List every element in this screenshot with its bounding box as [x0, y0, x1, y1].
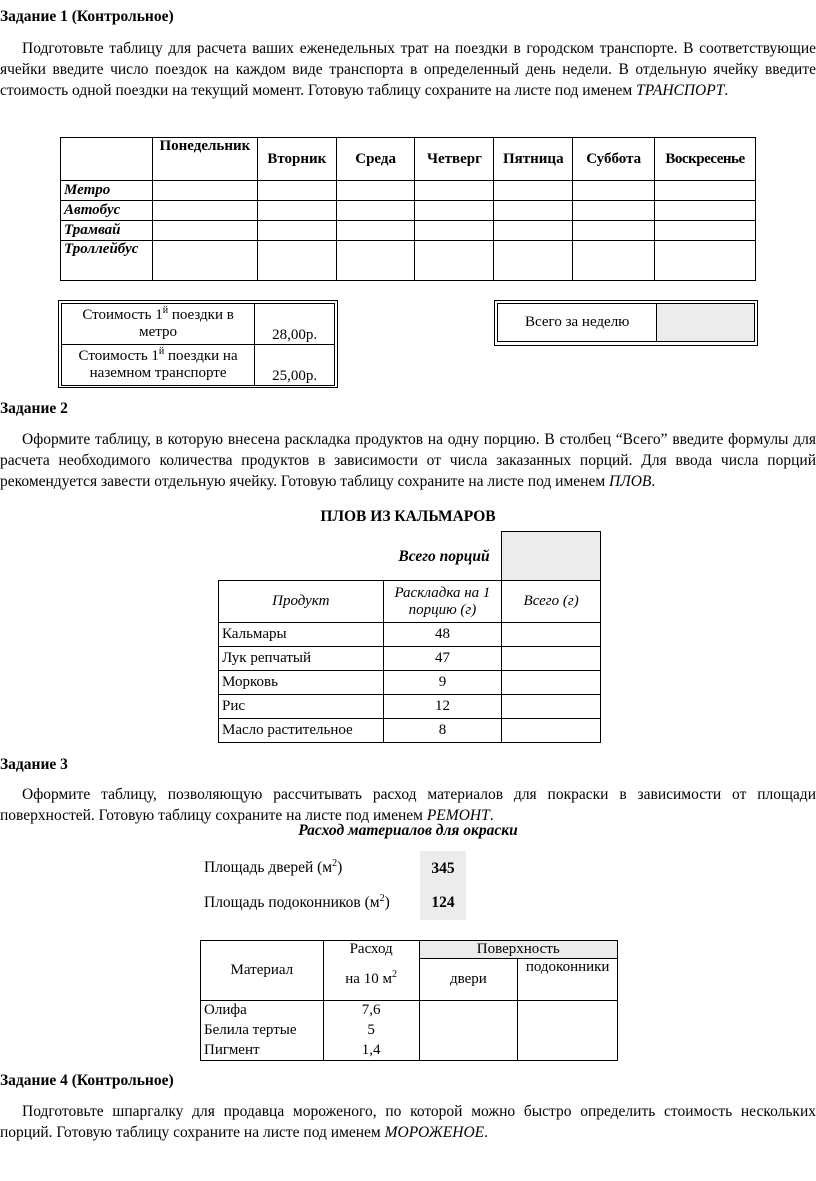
transport-row-label: Трамвай [61, 221, 153, 241]
corner-cell [61, 138, 153, 181]
portions-label: Всего порций [398, 548, 490, 565]
pilaf-table [218, 580, 601, 743]
col-material: Материал [201, 941, 324, 1001]
pilaf-title: ПЛОВ ИЗ КАЛЬМАРОВ [320, 508, 496, 525]
cost-ground-label: Стоимость $1^й$ поездки на наземном транспорте [62, 345, 255, 386]
col-rate-unit: на 10 $м^2$ [323, 959, 419, 1001]
product-qty: 12 [383, 695, 502, 719]
col-product: Продукт [219, 581, 384, 623]
product-qty: 8 [383, 719, 502, 743]
col-total: Всего (г) [502, 581, 601, 623]
sill-area-label: Площадь подоконников $(м^2)$ [204, 892, 390, 911]
product-qty: 9 [383, 671, 502, 695]
sill-area-value: 124 [420, 886, 466, 920]
day-header: Вторник [257, 138, 336, 181]
paint-table [200, 940, 618, 1061]
task4-paragraph: Подготовьте шпаргалку для продавца мороженого, по которой можно быстро определить стоимость нескольких порций. Готовую таблицу сохраните на листе под именем МОРОЖЕНОЕ. [0, 1103, 816, 1141]
cost-box [58, 300, 338, 388]
door-area-value: 345 [420, 851, 466, 887]
day-header: Суббота [573, 138, 655, 181]
material-rate: 5 [323, 1021, 419, 1041]
task3-title: Задание 3 [0, 756, 68, 773]
product-name: Морковь [219, 671, 384, 695]
week-total-box [494, 300, 758, 346]
task3-paragraph: Оформите таблицу, позволяющую рассчитывать расход материалов для покраски в зависимости от площади поверхностей. Готовую таблицу сохраните на листе под именем РЕМОНТ. [0, 786, 816, 824]
col-per-portion: Раскладка на 1 порцию (г) [383, 581, 502, 623]
transport-table [60, 137, 756, 281]
transport-row-label: Автобус [61, 201, 153, 221]
material-rate: 1,4 [323, 1041, 419, 1061]
product-name: Рис [219, 695, 384, 719]
cost-ground-value: 25,00р. [255, 345, 335, 386]
day-header: Пятница [494, 138, 573, 181]
portions-input-cell [501, 531, 601, 581]
task1-title: Задание 1 (Контрольное) [0, 8, 174, 25]
material-rate: 7,6 [323, 1001, 419, 1021]
task4-title: Задание 4 (Контрольное) [0, 1072, 174, 1089]
day-header: Среда [336, 138, 415, 181]
day-header: Воскресенье [655, 138, 756, 181]
product-qty: 47 [383, 647, 502, 671]
product-name: Лук репчатый [219, 647, 384, 671]
cost-metro-label: Стоимость $1^й$ поездки в метро [62, 304, 255, 345]
task1-paragraph: Подготовьте таблицу для расчета ваших еженедельных трат на поездки в городском транспорте. В соответствующие ячейки введите число поездок на каждом виде транспорта в определенный день недели. В отдельную ячейку введите стоимость одной поездки на текущий момент. Готовую таблицу сохраните на листе под именем ТРАНСПОРТ. [0, 40, 816, 99]
week-total-cell [657, 304, 755, 342]
task2-title: Задание 2 [0, 400, 68, 417]
transport-row-label: Метро [61, 181, 153, 201]
day-header: Понедельник [152, 138, 257, 181]
material-name: Белила тертые [201, 1021, 324, 1041]
door-area-label: Площадь дверей $(м^2)$ [204, 857, 343, 876]
product-qty: 48 [383, 623, 502, 647]
material-name: Олифа [201, 1001, 324, 1021]
paint-title: Расход материалов для окраски [298, 822, 518, 839]
col-rate: Расход [323, 941, 419, 959]
col-surface: Поверхность [419, 941, 618, 959]
task2-paragraph: Оформите таблицу, в которую внесена раскладка продуктов на одну порцию. В столбец “Всего” введите формулы для расчета необходимого количества продуктов в зависимости от числа заказанных порций. Для ввода числа порций рекомендуется завести отдельную ячейку. Готовую таблицу сохраните на листе под именем ПЛОВ. [0, 431, 816, 490]
week-total-label: Всего за неделю [498, 304, 657, 342]
col-sills: подоконники [518, 959, 618, 1001]
day-header: Четверг [415, 138, 494, 181]
material-name: Пигмент [201, 1041, 324, 1061]
cost-metro-value: 28,00р. [255, 304, 335, 345]
product-name: Кальмары [219, 623, 384, 647]
product-name: Масло растительное [219, 719, 384, 743]
transport-row-label: Троллейбус [61, 241, 153, 281]
col-doors: двери [419, 959, 518, 1001]
